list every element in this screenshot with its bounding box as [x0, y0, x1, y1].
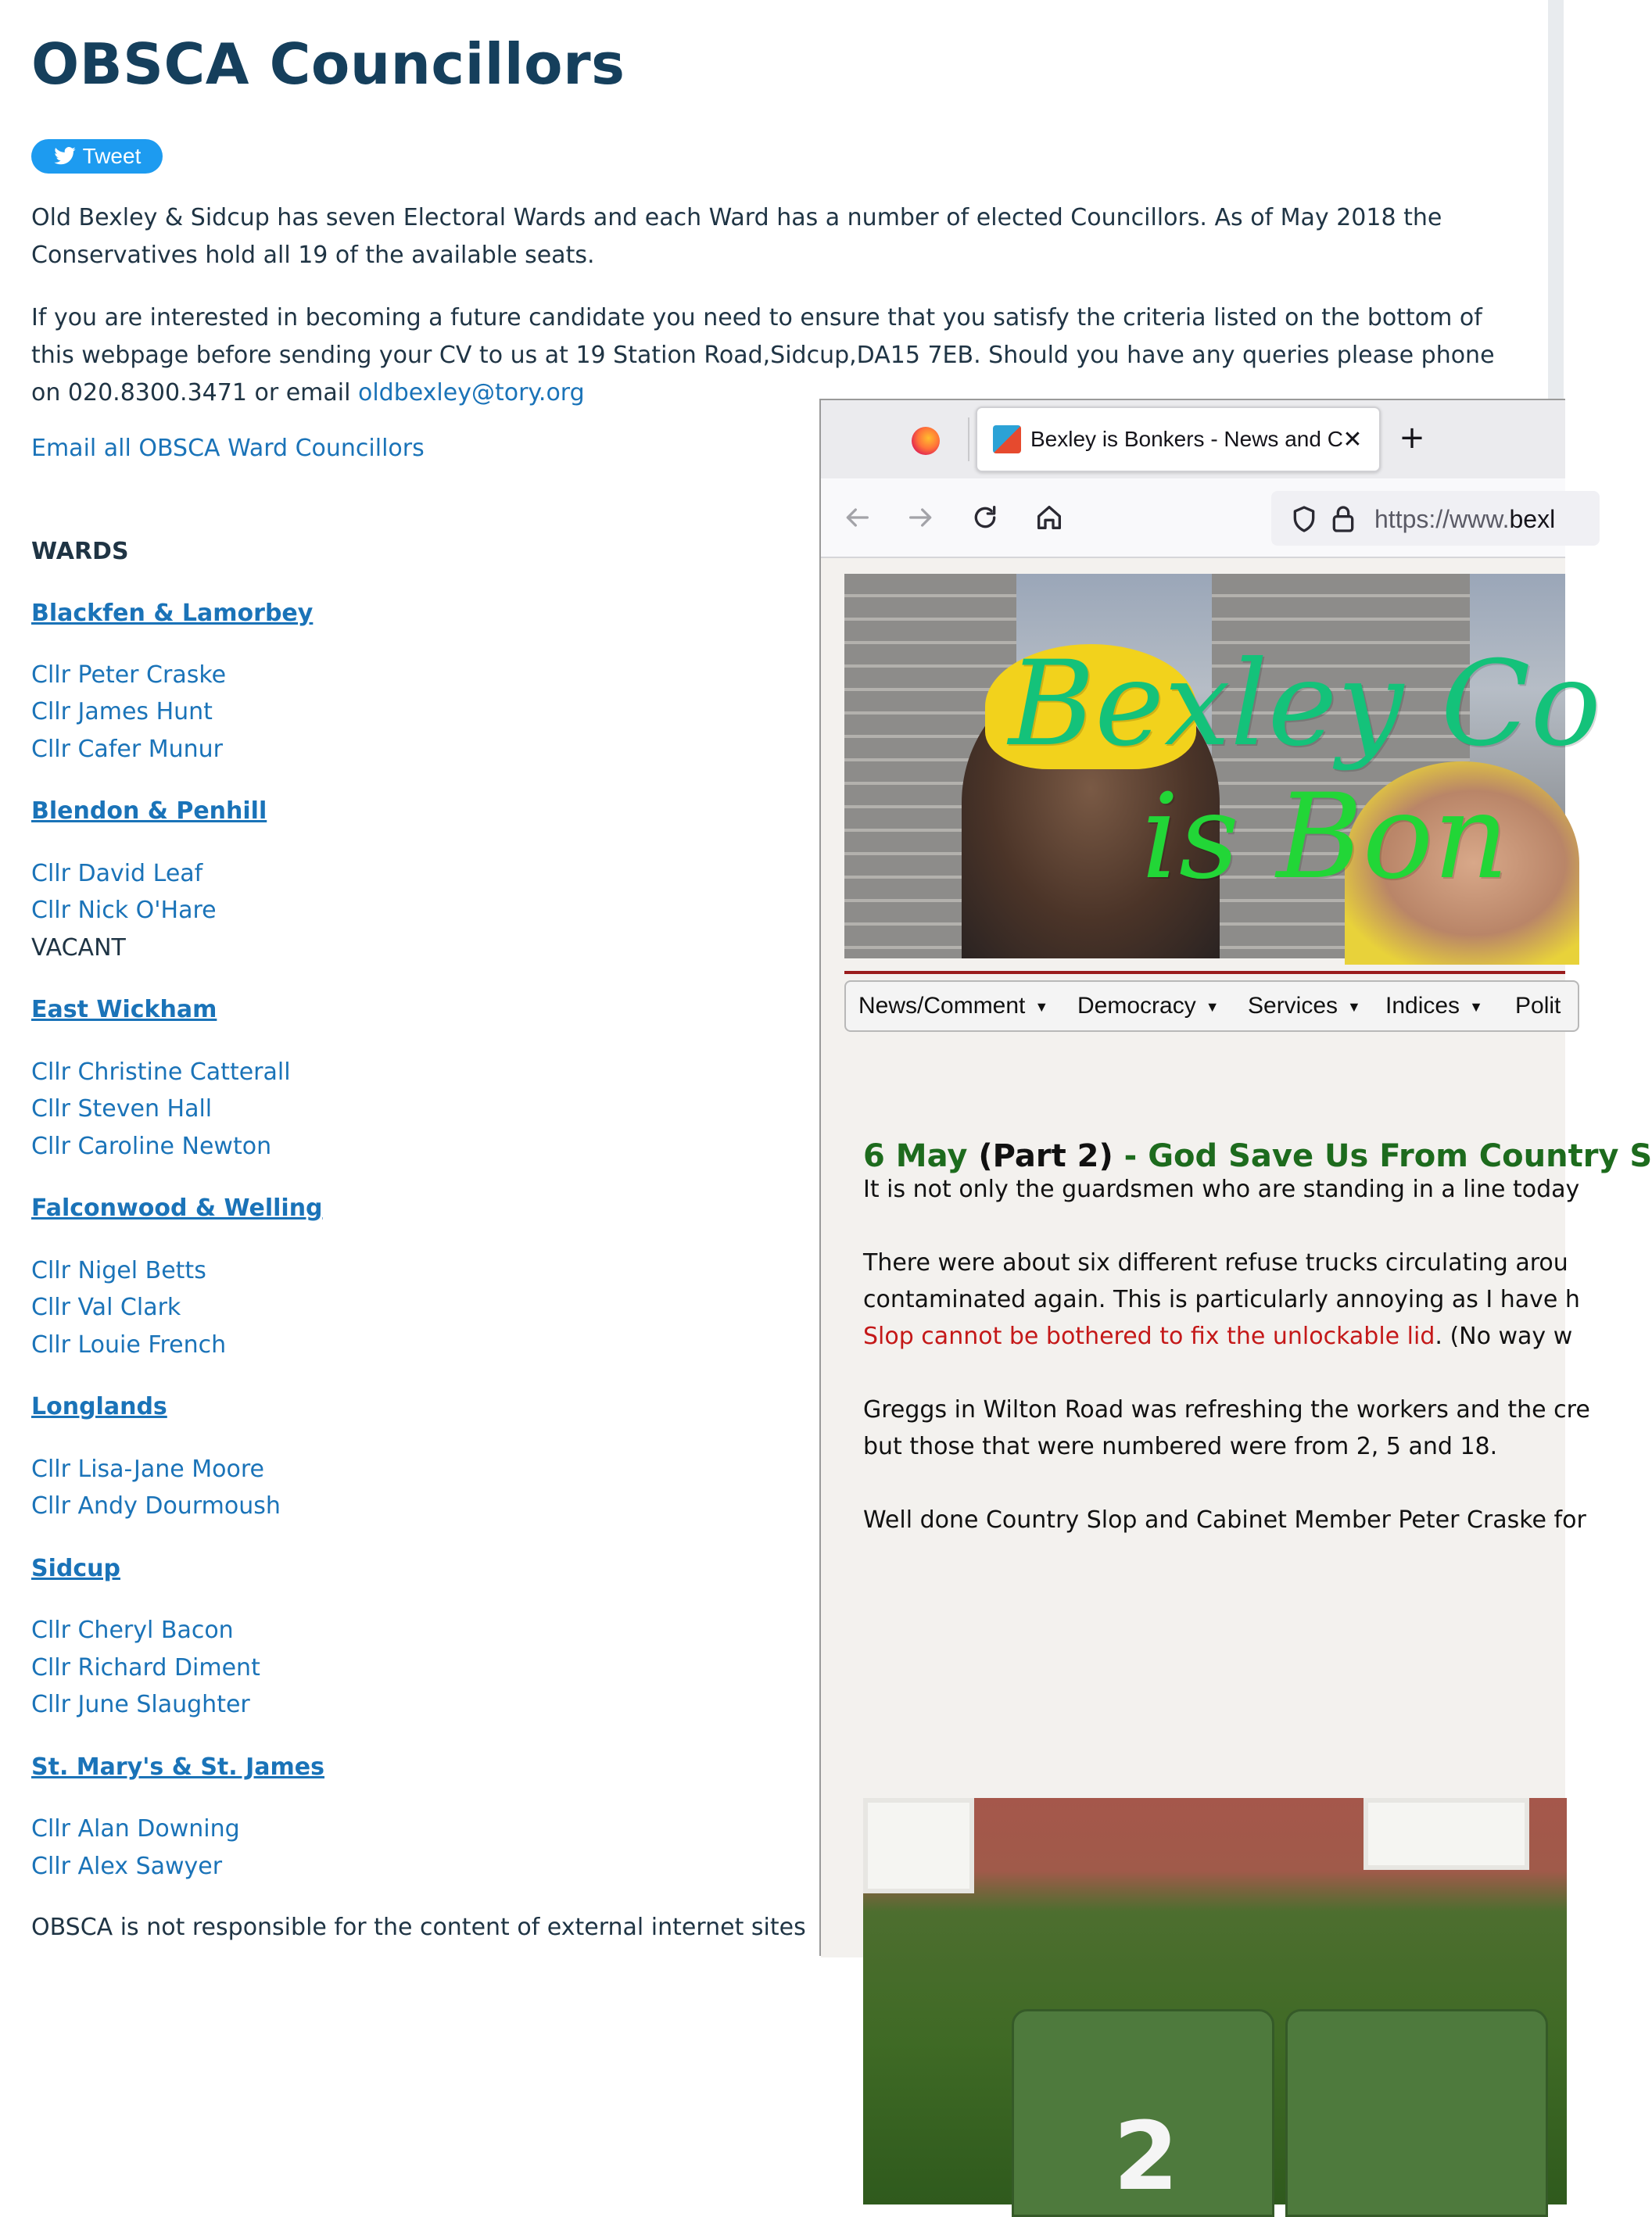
councillor-link[interactable]: Cllr Christine Catterall — [31, 1058, 291, 1086]
unlockable-lid-link[interactable]: Slop cannot be bothered to fix the unlockable lid — [863, 1323, 1435, 1350]
post-headline: God Save Us From Country S — [1148, 1138, 1652, 1174]
web-content — [821, 558, 1652, 1957]
navigation-toolbar — [821, 478, 1565, 558]
browser-tab[interactable] — [976, 407, 1381, 472]
councillor-link[interactable]: Cllr Alex Sawyer — [31, 1853, 223, 1880]
url-prefix: https://www. — [1374, 505, 1510, 533]
url-text — [1374, 505, 1555, 534]
ward-link-falconwood-welling[interactable]: Falconwood & Welling — [31, 1194, 323, 1222]
councillor-link[interactable]: Cllr Caroline Newton — [31, 1133, 272, 1160]
firefox-icon[interactable] — [912, 427, 940, 455]
tweet-button[interactable] — [31, 139, 163, 174]
councillor-link[interactable]: Cllr Nigel Betts — [31, 1257, 206, 1284]
councillor-link[interactable]: Cllr Lisa-Jane Moore — [31, 1456, 265, 1483]
dropdown-caret-icon: ▼ — [1469, 998, 1483, 1015]
post-line: contaminated again. This is particularly annoying as I have h — [863, 1286, 1580, 1313]
tab-divider — [968, 417, 969, 461]
lock-icon[interactable] — [1323, 499, 1364, 539]
dropdown-caret-icon: ▼ — [1034, 998, 1049, 1015]
tab-bar — [821, 400, 1565, 478]
disclaimer-text: OBSCA is not responsible for the content of external internet sites — [31, 1914, 806, 1941]
post-title — [863, 1138, 1652, 1174]
menu-news-comment[interactable] — [858, 993, 1048, 1019]
councillor-link[interactable]: Cllr James Hunt — [31, 698, 213, 725]
post-line: Well done Country Slop and Cabinet Member Peter Craske for — [863, 1506, 1586, 1534]
councillor-link[interactable]: Cllr Cafer Munur — [31, 736, 223, 763]
ward-link-east-wickham[interactable]: East Wickham — [31, 996, 217, 1023]
email-link[interactable]: oldbexley@tory.org — [357, 379, 585, 407]
bin-number: 2 — [1113, 2103, 1179, 2212]
back-arrow-icon[interactable] — [837, 497, 877, 538]
intro-paragraph: Old Bexley & Sidcup has seven Electoral Wards and each Ward has a number of elected Councillors. As of May 2018 the Conservatives hold all 19 of the available seats. — [31, 204, 1442, 269]
post-line — [863, 1318, 1573, 1356]
tweet-label: Tweet — [82, 144, 142, 168]
menu-indices[interactable] — [1385, 993, 1483, 1019]
menu-democracy[interactable] — [1077, 993, 1220, 1019]
councillor-link[interactable]: Cllr June Slaughter — [31, 1691, 250, 1718]
councillor-link[interactable]: Cllr Peter Craske — [31, 661, 227, 689]
ward-link-sidcup[interactable]: Sidcup — [31, 1555, 120, 1582]
dropdown-caret-icon: ▼ — [1347, 998, 1361, 1015]
wheelie-bins-photo — [863, 1798, 1567, 2212]
site-banner-image — [844, 574, 1601, 958]
wards-heading: WARDS — [31, 538, 129, 565]
candidate-text: If you are interested in becoming a future candidate you need to ensure that you satisfy the criteria listed on the bottom of this webpage before sending your CV to us at 19 Station Road,Sidcup,DA15 7EB. Should you have any queries please phone on 020.8300.3471 or email — [31, 304, 1495, 407]
councillor-link[interactable]: Cllr Richard Diment — [31, 1654, 260, 1682]
site-favicon-icon — [993, 425, 1021, 453]
ward-link-blendon-penhill[interactable]: Blendon & Penhill — [31, 797, 267, 825]
site-menu-bar — [844, 980, 1579, 1032]
ward-link-blackfen-lamorbey[interactable]: Blackfen & Lamorbey — [31, 600, 314, 627]
forward-arrow-icon[interactable] — [901, 497, 941, 538]
councillor-link[interactable]: Cllr Louie French — [31, 1331, 227, 1359]
reload-icon[interactable] — [965, 497, 1005, 538]
post-part: (Part 2) — [978, 1138, 1113, 1174]
menu-divider — [844, 971, 1565, 974]
post-date: 6 May — [863, 1138, 968, 1174]
councillor-link[interactable]: Cllr Cheryl Bacon — [31, 1617, 234, 1644]
house-window — [1364, 1798, 1529, 1870]
menu-services[interactable] — [1248, 993, 1361, 1019]
banner-title-line2: is Bon — [1141, 769, 1509, 905]
post-line: There were about six different refuse trucks circulating arou — [863, 1249, 1568, 1277]
post-line: Greggs in Wilton Road was refreshing the workers and the cre — [863, 1396, 1590, 1424]
ward-link-longlands[interactable]: Longlands — [31, 1393, 167, 1420]
post-line: but those that were numbered were from 2, 5 and 18. — [863, 1433, 1498, 1460]
browser-window — [819, 399, 1652, 2212]
close-tab-icon[interactable]: ✕ — [1342, 425, 1363, 453]
post-line: It is not only the guardsmen who are standing in a line today — [863, 1176, 1580, 1203]
address-bar[interactable] — [1271, 491, 1600, 546]
wheelie-bin — [1285, 2009, 1548, 2217]
vacant-seat: VACANT — [31, 934, 126, 962]
ward-link-st-marys-st-james[interactable]: St. Mary's & St. James — [31, 1753, 324, 1781]
councillor-link[interactable]: Cllr Val Clark — [31, 1294, 181, 1321]
twitter-bird-icon — [53, 145, 77, 168]
councillor-link[interactable]: Cllr David Leaf — [31, 860, 203, 887]
dropdown-caret-icon: ▼ — [1205, 998, 1220, 1015]
house-window — [863, 1798, 974, 1893]
councillor-link[interactable]: Cllr Andy Dourmoush — [31, 1492, 281, 1520]
post-text: . (No way w — [1435, 1323, 1573, 1350]
home-icon[interactable] — [1029, 497, 1070, 538]
menu-politics[interactable]: Polit — [1515, 993, 1561, 1019]
menu-label: Indices — [1385, 993, 1460, 1019]
menu-label: Services — [1248, 993, 1338, 1019]
email-all-councillors-link[interactable]: Email all OBSCA Ward Councillors — [31, 435, 425, 462]
shield-icon[interactable] — [1284, 499, 1324, 539]
new-tab-icon[interactable]: + — [1399, 420, 1425, 456]
post-separator: - — [1113, 1138, 1149, 1174]
councillor-link[interactable]: Cllr Steven Hall — [31, 1095, 213, 1123]
tab-title: Bexley is Bonkers - News and C — [1030, 427, 1343, 451]
banner-title-line1: Bexley Co — [1009, 636, 1601, 772]
councillor-link[interactable]: Cllr Alan Downing — [31, 1815, 240, 1843]
councillor-link[interactable]: Cllr Nick O'Hare — [31, 897, 217, 924]
url-domain: bexl — [1509, 505, 1556, 533]
page-title: OBSCA Councillors — [31, 31, 625, 97]
menu-label: News/Comment — [858, 993, 1026, 1019]
menu-label: Democracy — [1077, 993, 1196, 1019]
candidate-paragraph — [31, 299, 1517, 412]
